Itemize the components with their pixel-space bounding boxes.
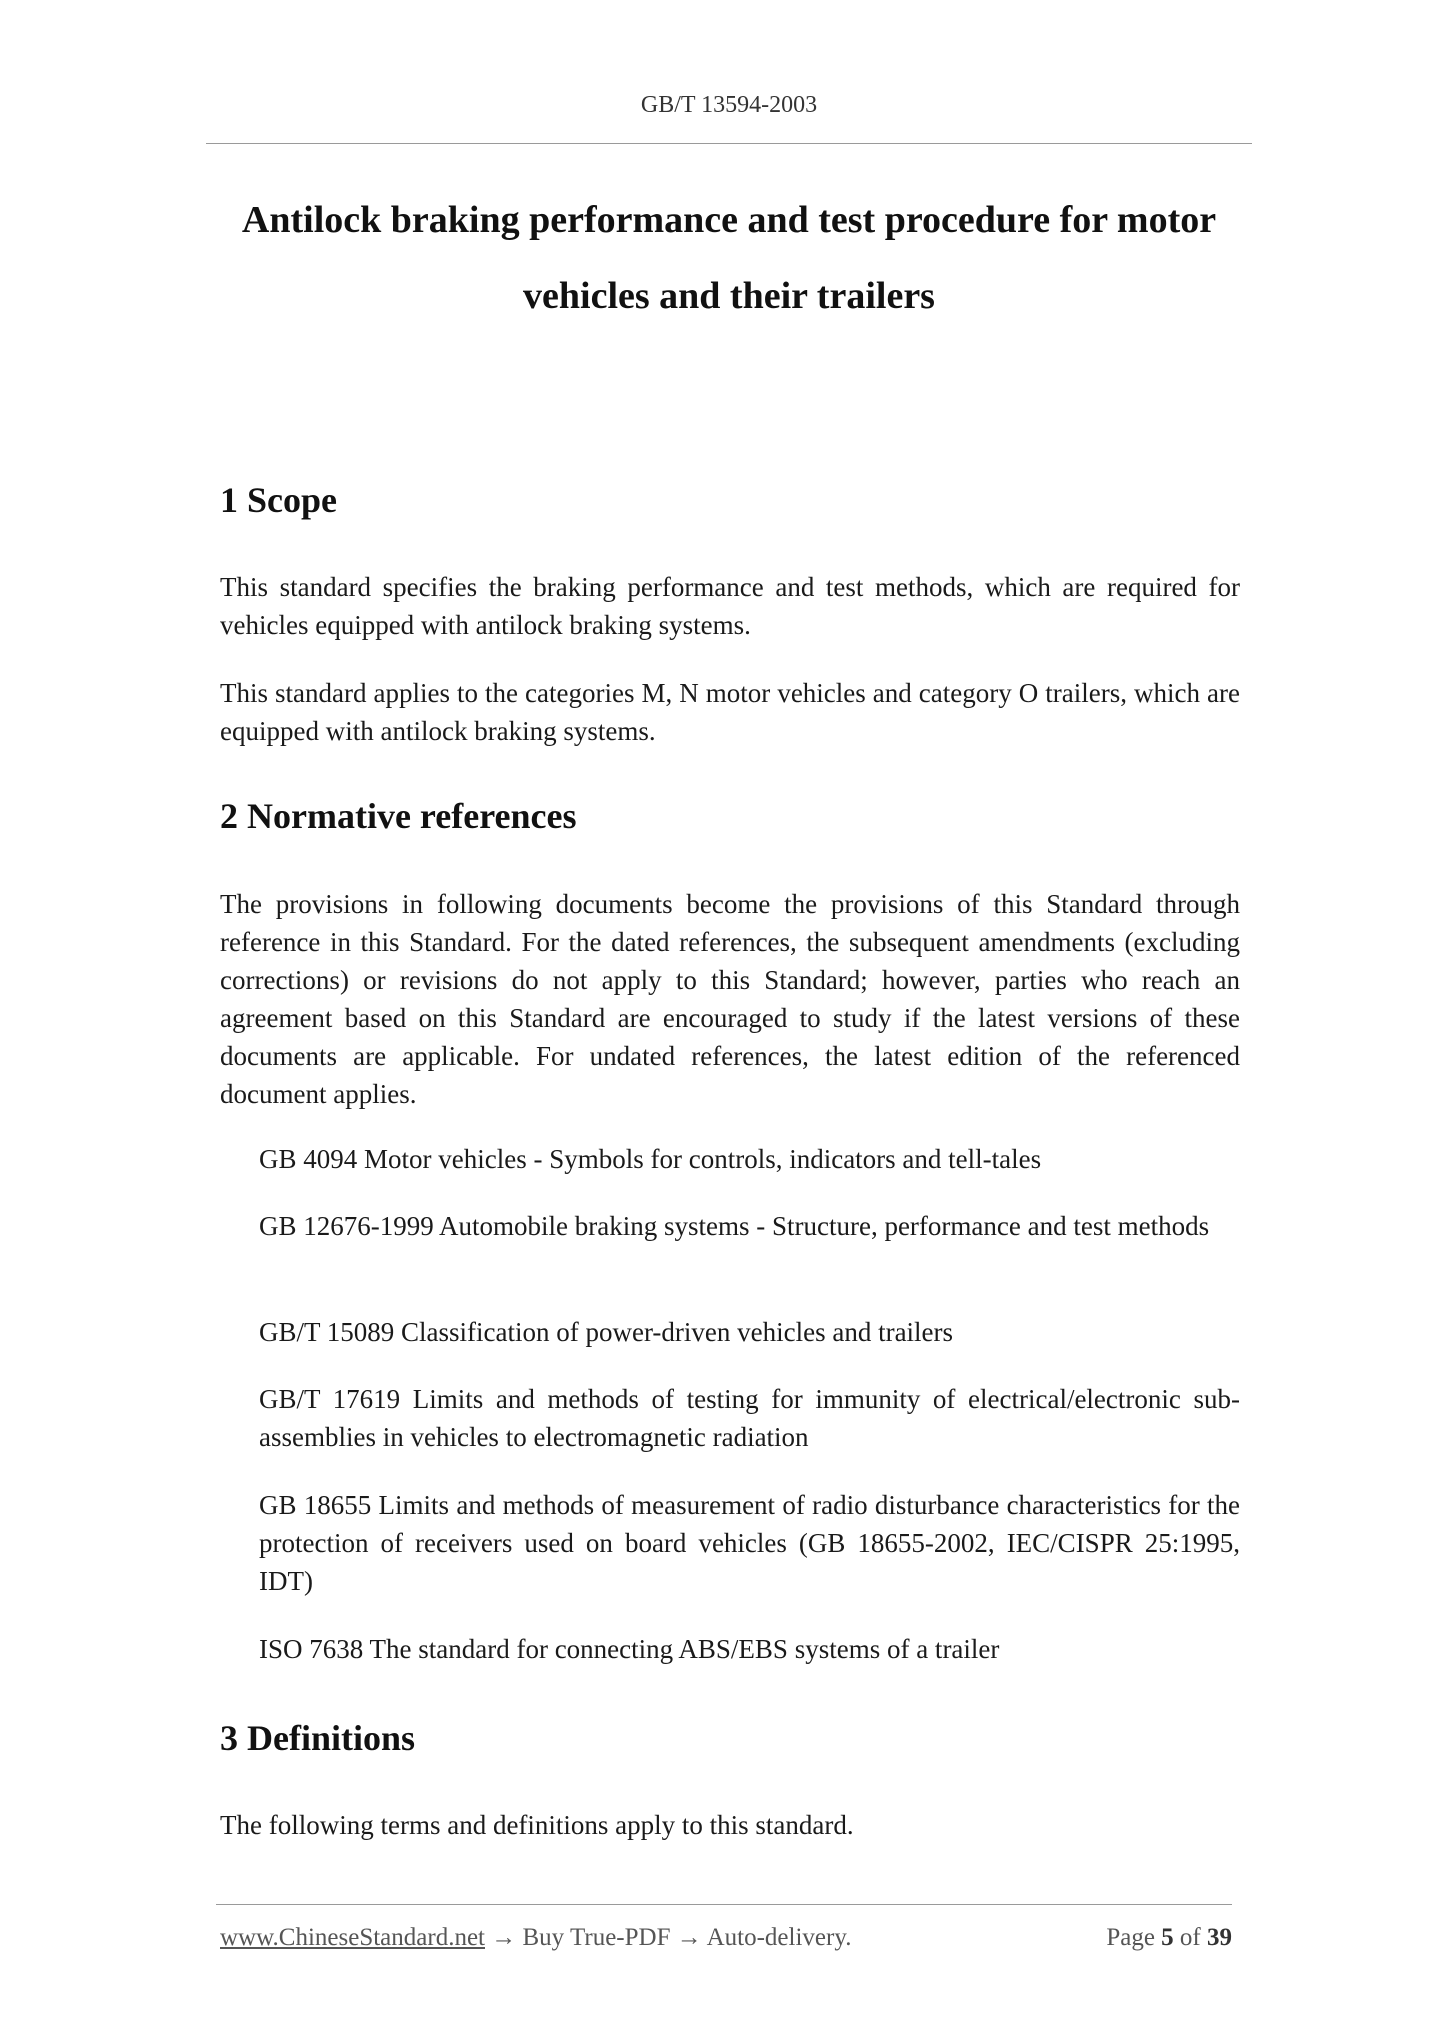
chinesestandard-link[interactable]: www.ChineseStandard.net: [220, 1924, 485, 1951]
auto-delivery-text: Auto-delivery.: [706, 1924, 852, 1951]
arrow-right-icon: →: [676, 1924, 702, 1951]
section-heading-normative-references: 2 Normative references: [220, 796, 577, 836]
section-heading-definitions: 3 Definitions: [220, 1718, 416, 1758]
normative-intro-paragraph: The provisions in following documents become the provisions of this Standard through reference in this Standard. For the dated references, the subsequent amendments (excluding corrections) or revisions do not apply to this Standard; however, parties who reach an agreement based on this Standard are encouraged to study if the latest versions of these documents are applicable. For undated references, the latest edition of the referenced document applies.: [220, 889, 1240, 1109]
arrow-right-icon: →: [491, 1924, 517, 1951]
document-title: [206, 182, 1252, 334]
reference-item: GB/T 17619 Limits and methods of testing for immunity of electrical/electronic sub-assemblies in vehicles to electromagnetic radiation: [259, 1384, 1240, 1452]
buy-true-pdf-text: Buy True-PDF: [522, 1924, 671, 1951]
header-divider: [206, 143, 1252, 144]
scope-paragraph-2: This standard applies to the categories M, N motor vehicles and category O trailers, which are equipped with antilock braking systems.: [220, 678, 1240, 746]
of-label: of: [1179, 1924, 1201, 1951]
section-heading-scope: 1 Scope: [220, 480, 337, 520]
page-number: [1106, 1924, 1232, 1952]
total-pages: 39: [1207, 1924, 1232, 1951]
page-footer: [220, 1924, 1232, 1952]
reference-item: GB 18655 Limits and methods of measurement of radio disturbance characteristics for the protection of receivers used on board vehicles (GB 18655-2002, IEC/CISPR 25:1995, IDT): [259, 1490, 1240, 1596]
reference-item: GB 4094 Motor vehicles - Symbols for controls, indicators and tell-tales: [259, 1144, 1042, 1174]
reference-item: GB 12676-1999 Automobile braking systems - Structure, performance and test methods: [259, 1211, 1210, 1241]
title-line-1: Antilock braking performance and test procedure for motor: [241, 199, 1217, 241]
footer-divider: [216, 1904, 1232, 1905]
document-id-header: GB/T 13594-2003: [640, 92, 818, 118]
current-page: 5: [1161, 1924, 1174, 1951]
scope-paragraph-1: This standard specifies the braking performance and test methods, which are required for vehicles equipped with antilock braking systems.: [220, 572, 1240, 640]
footer-promo: [220, 1924, 851, 1952]
definitions-intro-paragraph: The following terms and definitions apply to this standard.: [220, 1810, 854, 1840]
reference-item: GB/T 15089 Classification of power-driven vehicles and trailers: [259, 1317, 954, 1347]
page-label: Page: [1106, 1924, 1155, 1951]
title-line-2: vehicles and their trailers: [523, 275, 935, 317]
reference-item: ISO 7638 The standard for connecting ABS/EBS systems of a trailer: [259, 1634, 1000, 1664]
